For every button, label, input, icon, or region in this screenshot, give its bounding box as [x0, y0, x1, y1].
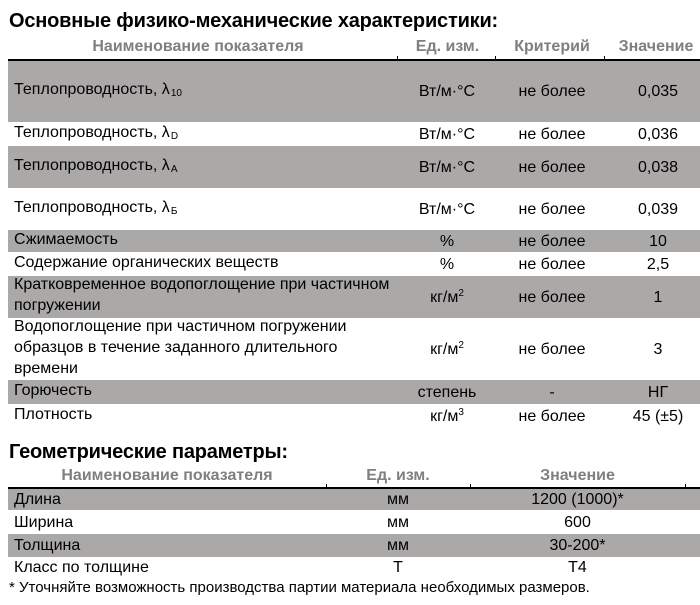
lambda-subscript: A — [170, 163, 178, 175]
row-name — [14, 318, 404, 380]
row-unit — [392, 404, 502, 428]
row-unit — [392, 318, 502, 380]
row-name — [14, 230, 404, 252]
row-criterion: не более — [518, 232, 586, 250]
table-row — [8, 188, 700, 230]
row-criterion: не более — [518, 83, 586, 100]
row-name — [14, 122, 404, 146]
row-unit — [392, 61, 502, 122]
column-tick — [470, 484, 471, 488]
table-row — [8, 404, 700, 428]
row-criterion: не более — [518, 158, 586, 176]
row-unit-text: кг/м — [430, 340, 459, 358]
unit-exponent: 2 — [458, 287, 464, 299]
row-value: 0,035 — [637, 83, 679, 100]
lambda-subscript: Б — [170, 205, 178, 217]
row-value: 0,036 — [637, 125, 679, 143]
column-tick — [326, 484, 327, 488]
row-name: Толщина — [14, 537, 81, 554]
lambda-subscript: 10 — [170, 88, 182, 99]
row-unit — [392, 230, 502, 252]
row-unit: мм — [387, 537, 409, 554]
row-value: Т4 — [568, 559, 587, 576]
row-unit — [392, 380, 502, 404]
table-row — [8, 61, 700, 122]
row-criterion: не более — [518, 340, 586, 358]
row-value: 1 — [653, 288, 663, 306]
row-unit-text: Вт/м·°С — [418, 125, 476, 143]
row-unit-text: % — [439, 232, 455, 250]
row-value: НГ — [647, 383, 669, 401]
row-name-text: Теплопроводность, λ — [14, 81, 170, 98]
table-row — [8, 146, 700, 188]
unit-exponent: 2 — [458, 339, 464, 351]
table-row — [8, 510, 700, 534]
row-value: 1200 (1000)* — [531, 491, 624, 508]
row-value: 45 (±5) — [632, 407, 684, 425]
row-name-text: Теплопроводность, λ — [14, 198, 170, 216]
row-name: Ширина — [14, 513, 74, 531]
row-unit — [392, 276, 502, 318]
table-row — [8, 230, 700, 252]
geo-header-value: Значение — [540, 467, 615, 484]
row-name — [14, 380, 404, 404]
row-unit — [392, 146, 502, 188]
footnote: * Уточняйте возможность производства партии материала необходимых размеров. — [9, 579, 590, 596]
header-unit: Ед. изм. — [415, 38, 480, 55]
section-title-physical-mechanical: Основные физико-механические характеристики: — [9, 10, 499, 32]
row-value: 3 — [653, 340, 663, 358]
table-row — [8, 252, 700, 276]
row-criterion: не более — [518, 288, 586, 306]
row-unit-text: Вт/м·°С — [418, 83, 476, 100]
row-unit: мм — [387, 491, 409, 508]
row-criterion: не более — [518, 125, 586, 143]
table-row — [8, 557, 700, 578]
table-row — [8, 276, 700, 318]
row-unit-text: степень — [417, 383, 477, 401]
row-unit-text: кг/м — [430, 288, 459, 306]
column-tick — [495, 56, 496, 60]
row-name-text: Теплопроводность, λ — [14, 123, 170, 141]
row-unit-text: % — [439, 255, 455, 273]
row-value: 0,038 — [637, 158, 679, 176]
row-name-text: Сжимаемость — [14, 230, 118, 248]
lambda-subscript: D — [170, 130, 179, 142]
row-criterion: не более — [518, 200, 586, 218]
header-name: Наименование показателя — [92, 38, 304, 55]
geo-header-name: Наименование показателя — [61, 467, 273, 484]
table-row — [8, 318, 700, 380]
row-value: 0,039 — [637, 200, 679, 218]
column-tick — [604, 56, 605, 60]
row-unit — [392, 188, 502, 230]
row-name — [14, 188, 404, 230]
row-name — [14, 276, 404, 318]
geo-header-unit: Ед. изм. — [366, 467, 430, 484]
row-name-text: Горючесть — [14, 381, 92, 399]
table-row — [8, 380, 700, 404]
row-name-text: Содержание органических веществ — [14, 253, 279, 271]
table-row — [8, 489, 700, 510]
row-unit-text: Вт/м·°С — [418, 158, 476, 176]
row-name — [14, 61, 404, 122]
row-name: Длина — [14, 491, 61, 508]
row-value: 30-200* — [549, 537, 606, 554]
row-name-text: Кратковременное водопоглощение при частичном погружении — [14, 276, 390, 314]
row-unit — [392, 252, 502, 276]
row-unit-text: кг/м — [430, 407, 459, 425]
table-row — [8, 534, 700, 557]
row-name — [14, 252, 404, 276]
column-tick — [397, 56, 398, 60]
unit-exponent: 3 — [458, 406, 464, 418]
row-unit-text: Вт/м·°С — [418, 200, 476, 218]
header-value: Значение — [618, 38, 694, 55]
row-name-text: Водопоглощение при частичном погружении образцов в течение заданного длительного времени — [14, 317, 347, 377]
row-unit: Т — [393, 559, 403, 576]
row-criterion: не более — [518, 255, 586, 273]
row-name — [14, 146, 404, 188]
row-criterion: не более — [518, 407, 586, 425]
table-row — [8, 122, 700, 146]
row-name — [14, 404, 404, 428]
row-name-text: Плотность — [14, 405, 93, 423]
row-value: 2,5 — [646, 255, 670, 273]
row-unit — [392, 122, 502, 146]
section-title-geometric: Геометрические параметры: — [9, 441, 288, 463]
row-value: 10 — [649, 232, 667, 250]
row-name: Класс по толщине — [14, 559, 149, 576]
row-unit: мм — [387, 513, 409, 531]
header-criterion: Критерий — [514, 38, 590, 55]
row-name-text: Теплопроводность, λ — [14, 156, 170, 174]
column-tick — [685, 484, 686, 488]
row-value: 600 — [564, 513, 591, 531]
row-criterion: - — [549, 383, 555, 401]
